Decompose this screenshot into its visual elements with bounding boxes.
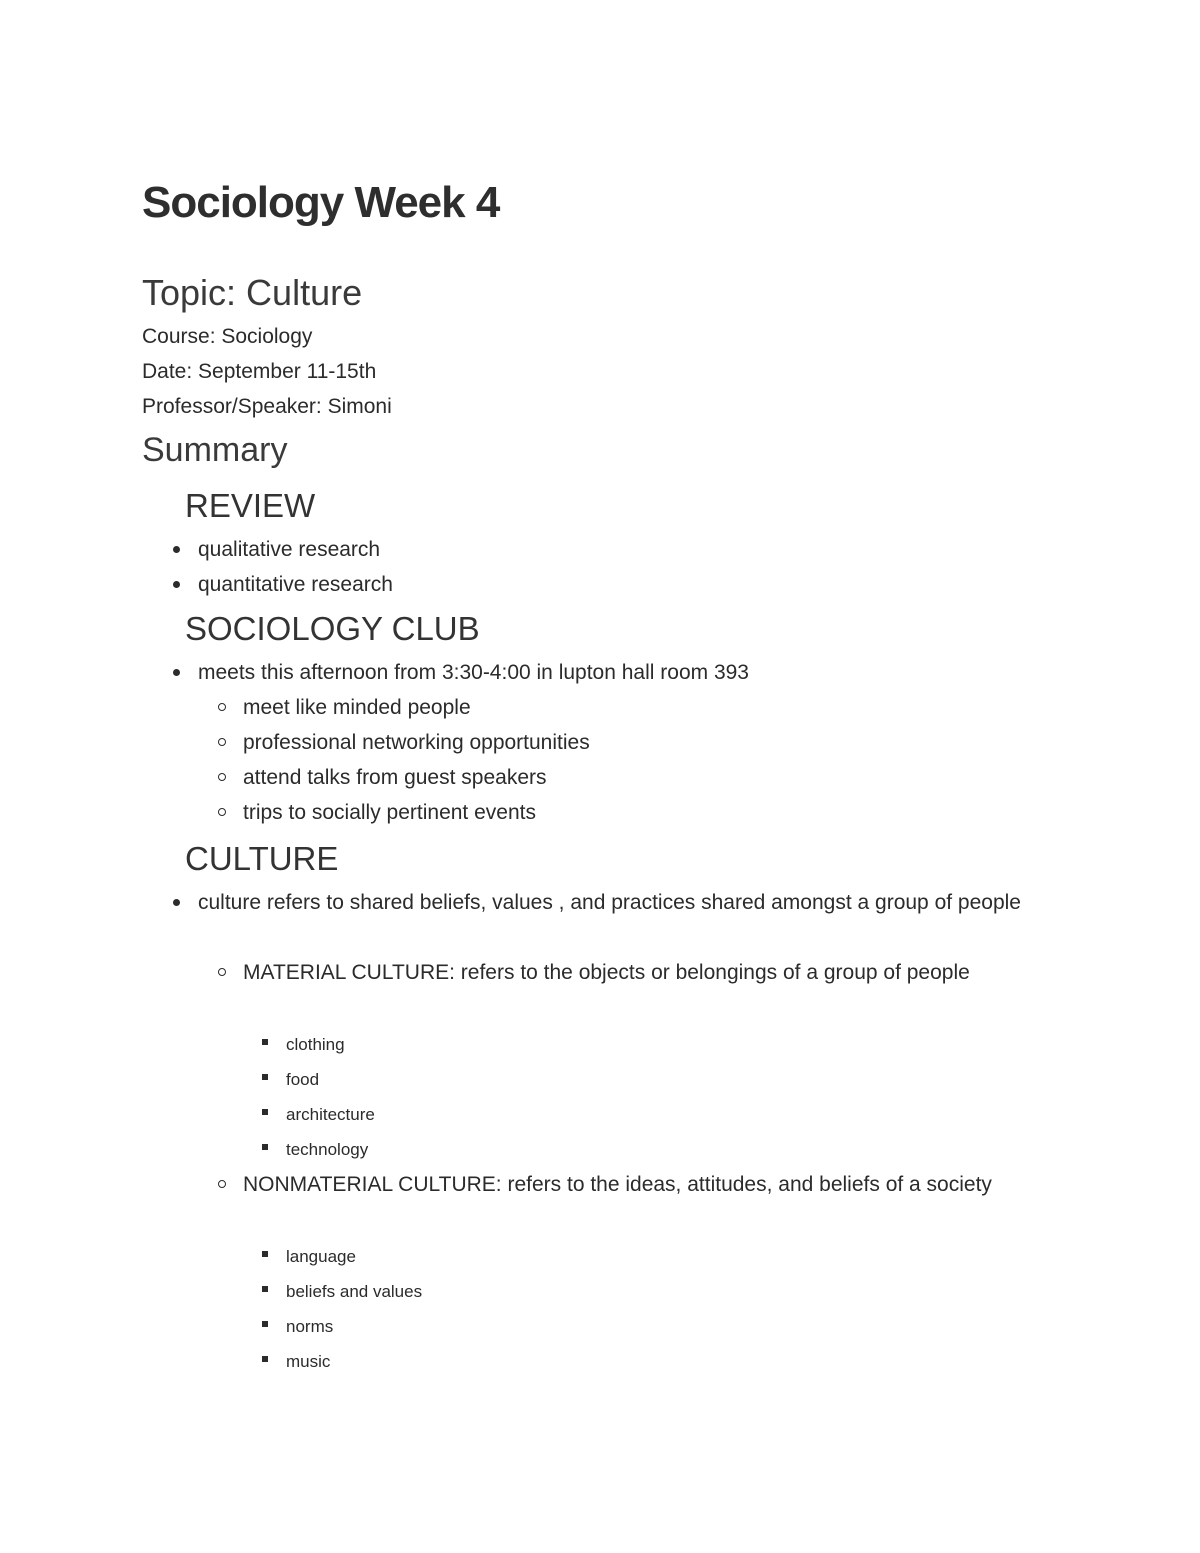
list-item: meets this afternoon from 3:30-4:00 in lupton hall room 393 [198, 655, 749, 690]
list-subitem: NONMATERIAL CULTURE: refers to the ideas, attitudes, and beliefs of a society [243, 1167, 1023, 1202]
square-bullet-icon [262, 1321, 268, 1327]
circle-bullet-icon [218, 968, 226, 976]
circle-bullet-icon [218, 703, 226, 711]
list-item: quantitative research [198, 567, 393, 602]
professor-line: Professor/Speaker: Simoni [142, 395, 392, 418]
list-subsubitem: music [286, 1344, 330, 1379]
list-subsubitem: clothing [286, 1027, 345, 1062]
list-subsubitem: food [286, 1062, 319, 1097]
list-subsubitem: beliefs and values [286, 1274, 422, 1309]
square-bullet-icon [262, 1109, 268, 1115]
list-item: culture refers to shared beliefs, values , and practices shared amongst a group of people [198, 885, 1048, 920]
list-subsubitem: technology [286, 1132, 368, 1167]
list-item: qualitative research [198, 532, 380, 567]
sociology-club-heading: SOCIOLOGY CLUB [185, 610, 480, 647]
circle-bullet-icon [218, 808, 226, 816]
culture-heading: CULTURE [185, 840, 339, 877]
disc-bullet-icon [173, 546, 180, 553]
list-subitem: meet like minded people [243, 690, 471, 725]
list-subitem: professional networking opportunities [243, 725, 590, 760]
square-bullet-icon [262, 1356, 268, 1362]
square-bullet-icon [262, 1144, 268, 1150]
course-line: Course: Sociology [142, 325, 313, 348]
square-bullet-icon [262, 1251, 268, 1257]
disc-bullet-icon [173, 581, 180, 588]
list-subsubitem: language [286, 1239, 356, 1274]
square-bullet-icon [262, 1039, 268, 1045]
list-subsubitem: norms [286, 1309, 333, 1344]
square-bullet-icon [262, 1286, 268, 1292]
list-subitem: trips to socially pertinent events [243, 795, 536, 830]
circle-bullet-icon [218, 738, 226, 746]
disc-bullet-icon [173, 899, 180, 906]
circle-bullet-icon [218, 1180, 226, 1188]
disc-bullet-icon [173, 669, 180, 676]
topic-heading: Topic: Culture [142, 272, 363, 313]
date-line: Date: September 11-15th [142, 360, 377, 383]
document-title: Sociology Week 4 [142, 178, 500, 227]
list-subitem: MATERIAL CULTURE: refers to the objects or belongings of a group of people [243, 955, 1003, 990]
summary-heading: Summary [142, 431, 288, 469]
list-subitem: attend talks from guest speakers [243, 760, 547, 795]
square-bullet-icon [262, 1074, 268, 1080]
circle-bullet-icon [218, 773, 226, 781]
review-heading: REVIEW [185, 487, 316, 524]
list-subsubitem: architecture [286, 1097, 375, 1132]
